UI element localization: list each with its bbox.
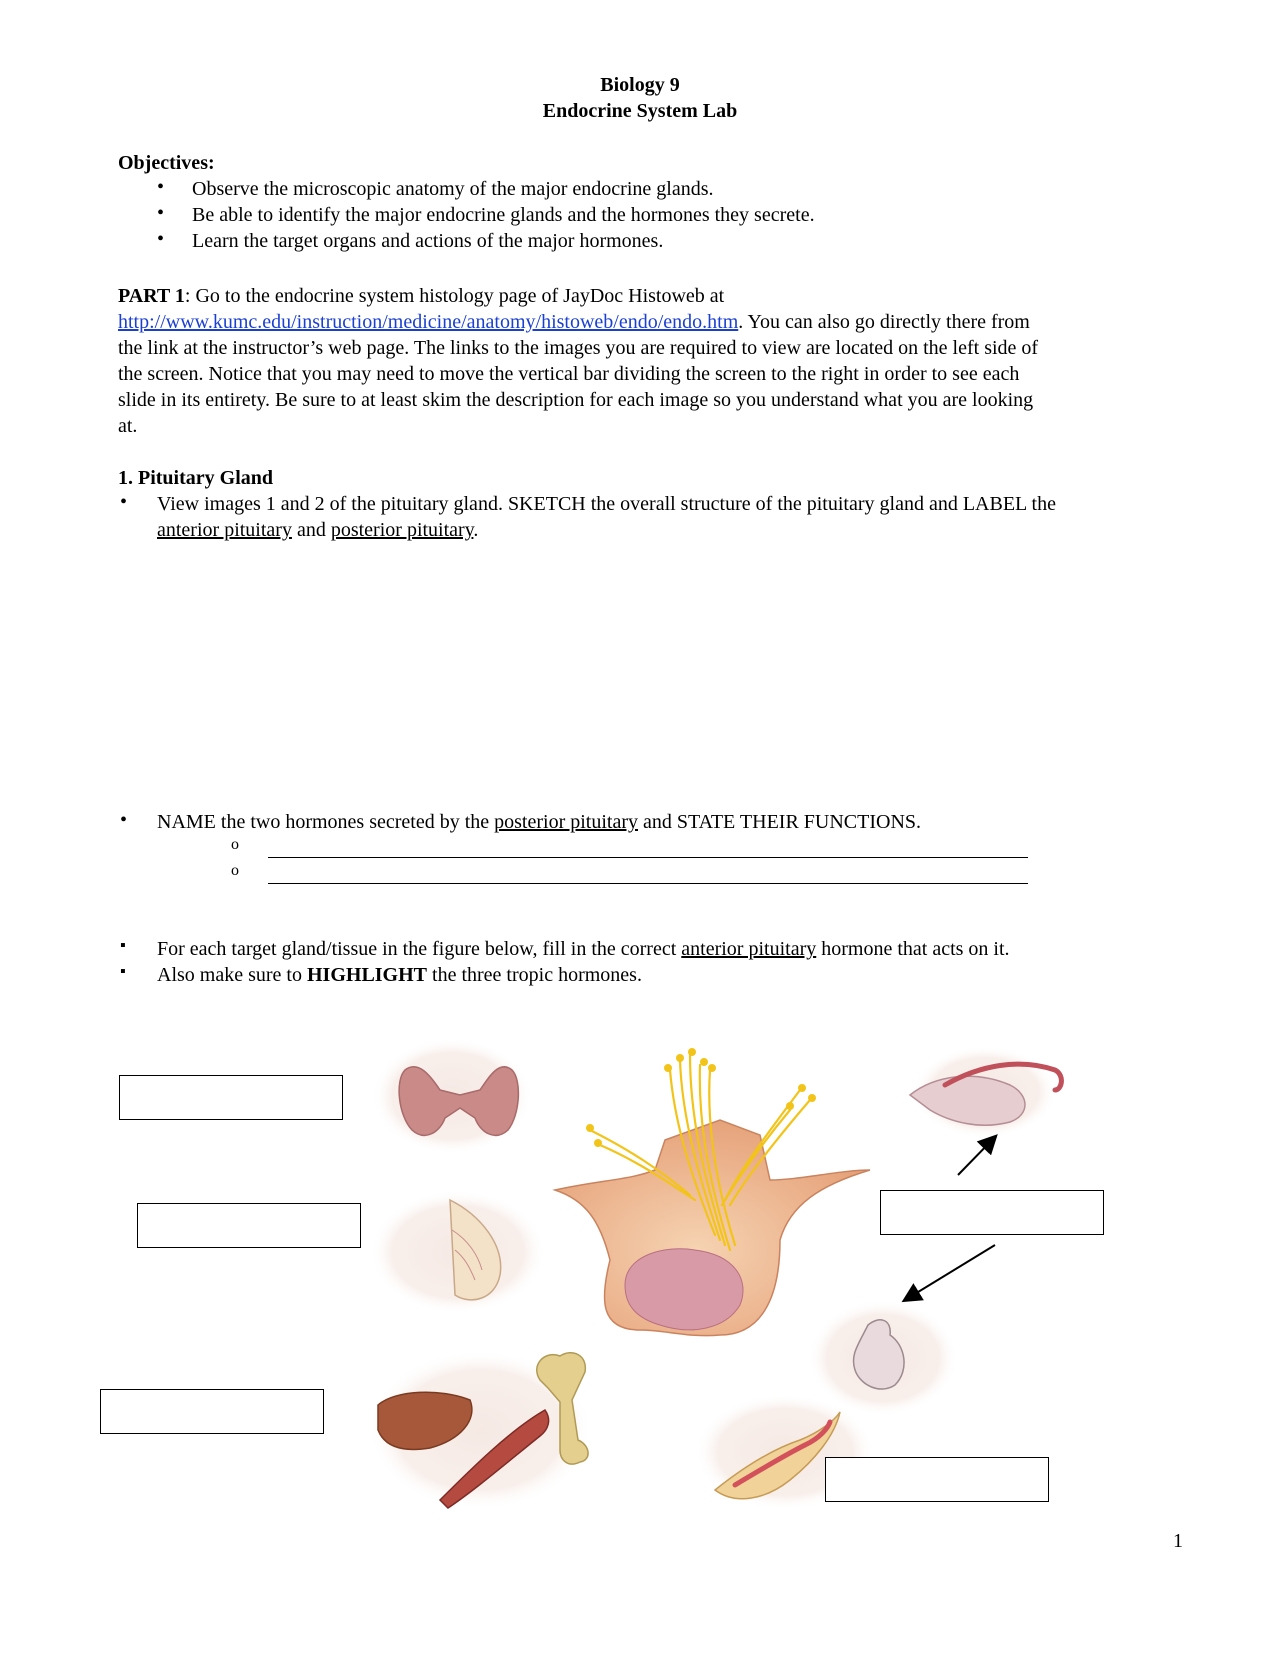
bullet: • (120, 491, 128, 513)
bullet: • (120, 809, 128, 831)
liver-muscle-bone-icon (368, 1350, 592, 1510)
arrow-to-ovary (958, 1137, 995, 1175)
circle-bullet: o (231, 836, 239, 853)
part1-line: the link at the instructor’s web page. The links to the images you are required to view are located on the left side of (118, 337, 1039, 359)
part1-line: slide in its entirety. Be sure to at least skim the description for each image so you understand what you are looking (118, 389, 1034, 411)
part1-after-url: . You can also go directly there from (738, 311, 1030, 333)
anterior-pituitary-term: anterior pituitary (157, 519, 292, 541)
arrow-to-adrenal (905, 1245, 995, 1300)
objectives-heading: Objectives: (118, 152, 215, 174)
page-number: 1 (1173, 1530, 1183, 1552)
square-bullet: ▪ (120, 937, 126, 954)
part1-line: the screen. Notice that you may need to move the vertical bar dividing the screen to the right in order to see each (118, 363, 1020, 385)
square-bullet: ▪ (120, 963, 126, 980)
mammary-gland-icon (370, 1190, 546, 1314)
name-hormones-instruction: NAME the two hormones secreted by the posterior pituitary and STATE THEIR FUNCTIONS. (157, 811, 922, 833)
thyroid-icon (372, 1038, 532, 1154)
bullet: • (157, 176, 165, 198)
part1-intro-text: : Go to the endocrine system histology page of JayDoc Histoweb at (184, 285, 725, 307)
adrenal-gland-icon (808, 1300, 958, 1416)
pituitary-gland-icon (555, 1048, 870, 1336)
hormone-answer-box-thyroid[interactable] (119, 1075, 343, 1120)
course-title: Biology 9 (600, 74, 680, 96)
objective-item: Be able to identify the major endocrine glands and the hormones they secrete. (192, 204, 815, 226)
ovary-icon (910, 1046, 1061, 1138)
posterior-pituitary-term: posterior pituitary (330, 519, 474, 541)
section-heading: 1. Pituitary Gland (118, 467, 274, 489)
objective-item: Learn the target organs and actions of the major hormones. (192, 230, 664, 252)
highlight-instruction: Also make sure to HIGHLIGHT the three tropic hormones. (157, 964, 642, 986)
objective-item: Observe the microscopic anatomy of the major endocrine glands. (192, 178, 714, 200)
fill-in-instruction: For each target gland/tissue in the figure below, fill in the correct anterior pituitary hormone that acts on it. (157, 938, 1010, 960)
lab-title: Endocrine System Lab (542, 100, 738, 122)
hormone-answer-box-liver-muscle-bone[interactable] (100, 1389, 324, 1434)
part1-label: PART 1 (118, 285, 185, 307)
histoweb-link[interactable]: http://www.kumc.edu/instruction/medicine/anatomy/histoweb/endo/endo.htm (118, 311, 739, 333)
sketch-instruction: View images 1 and 2 of the pituitary gland. SKETCH the overall structure of the pituitary gland and LABEL the (157, 493, 1056, 515)
bullet: • (157, 228, 165, 250)
hormone-answer-box-mammary[interactable] (137, 1203, 361, 1248)
part1-line: at. (118, 415, 138, 437)
bullet: • (157, 202, 165, 224)
sketch-instruction-2: anterior pituitary and posterior pituitary. (157, 519, 479, 541)
circle-bullet: o (231, 862, 239, 879)
hormone-answer-box-gonads[interactable] (880, 1190, 1104, 1235)
hormone-answer-box-adrenal[interactable] (825, 1457, 1049, 1502)
